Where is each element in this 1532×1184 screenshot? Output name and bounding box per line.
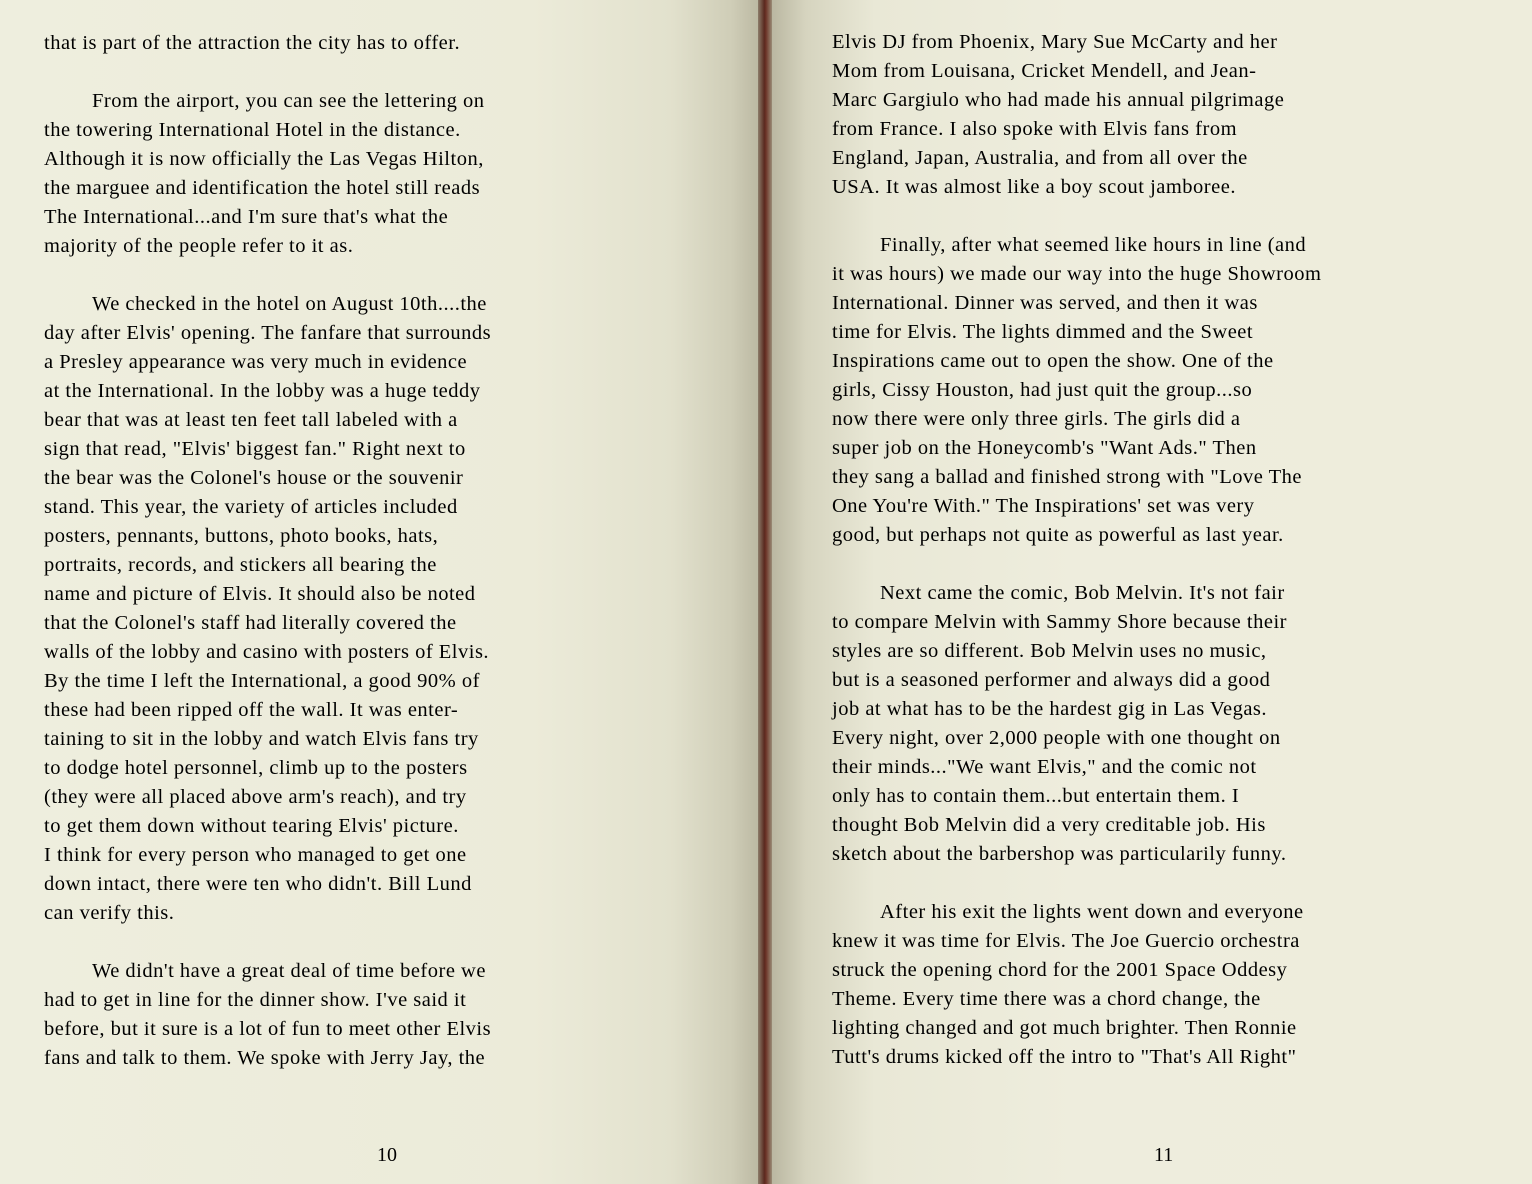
text-line: Mom from Louisana, Cricket Mendell, and Jean- bbox=[832, 60, 1257, 82]
text-line: at the International. In the lobby was a huge teddy bbox=[44, 380, 481, 402]
text-line: had to get in line for the dinner show. I've said it bbox=[44, 989, 467, 1011]
text-line: fans and talk to them. We spoke with Jerry Jay, the bbox=[44, 1047, 486, 1069]
text-line: good, but perhaps not quite as powerful as last year. bbox=[832, 524, 1284, 546]
page-number-left: 10 bbox=[377, 1144, 397, 1166]
text-line: now there were only three girls. The girls did a bbox=[832, 408, 1241, 430]
text-line: a Presley appearance was very much in evidence bbox=[44, 351, 468, 373]
right-paragraph-3 bbox=[832, 579, 1321, 869]
text-line: that is part of the attraction the city has to offer. bbox=[44, 32, 461, 54]
text-line: majority of the people refer to it as. bbox=[44, 235, 354, 257]
text-line: By the time I left the International, a good 90% of bbox=[44, 670, 480, 692]
text-line: Marc Gargiulo who had made his annual pilgrimage bbox=[832, 89, 1285, 111]
text-line: After his exit the lights went down and everyone bbox=[880, 901, 1304, 923]
text-line: International. Dinner was served, and then it was bbox=[832, 292, 1258, 314]
text-line: to dodge hotel personnel, climb up to the posters bbox=[44, 757, 468, 779]
text-line: Tutt's drums kicked off the intro to "That's All Right" bbox=[832, 1046, 1297, 1068]
text-line: The International...and I'm sure that's what the bbox=[44, 206, 449, 228]
text-line: bear that was at least ten feet tall labeled with a bbox=[44, 409, 458, 431]
text-line: these had been ripped off the wall. It was enter- bbox=[44, 699, 459, 721]
text-line: that the Colonel's staff had literally covered the bbox=[44, 612, 457, 634]
text-line: One You're With." The Inspirations' set was very bbox=[832, 495, 1255, 517]
right-paragraph-1 bbox=[832, 28, 1321, 202]
text-line: taining to sit in the lobby and watch Elvis fans try bbox=[44, 728, 479, 750]
text-line: Next came the comic, Bob Melvin. It's not fair bbox=[880, 582, 1285, 604]
text-line: styles are so different. Bob Melvin uses no music, bbox=[832, 640, 1267, 662]
right-paragraph-2 bbox=[832, 231, 1321, 550]
left-paragraph-3 bbox=[44, 290, 491, 928]
text-line: Finally, after what seemed like hours in line (and bbox=[880, 234, 1307, 256]
text-line: to get them down without tearing Elvis' picture. bbox=[44, 815, 459, 837]
text-line: the marguee and identification the hotel still reads bbox=[44, 177, 481, 199]
text-line: Elvis DJ from Phoenix, Mary Sue McCarty and her bbox=[832, 31, 1278, 53]
text-line: USA. It was almost like a boy scout jamboree. bbox=[832, 176, 1236, 198]
text-line: girls, Cissy Houston, had just quit the group...so bbox=[832, 379, 1253, 401]
text-line: stand. This year, the variety of articles included bbox=[44, 496, 458, 518]
text-line: posters, pennants, buttons, photo books, hats, bbox=[44, 525, 439, 547]
left-page-text bbox=[44, 29, 491, 1102]
text-line: walls of the lobby and casino with posters of Elvis. bbox=[44, 641, 490, 663]
text-line: Every night, over 2,000 people with one thought on bbox=[832, 727, 1281, 749]
text-line: job at what has to be the hardest gig in Las Vegas. bbox=[832, 698, 1268, 720]
text-line: From the airport, you can see the lettering on bbox=[92, 90, 485, 112]
text-line: name and picture of Elvis. It should also be noted bbox=[44, 583, 476, 605]
text-line: sketch about the barbershop was particularily funny. bbox=[832, 843, 1287, 865]
page-number-right: 11 bbox=[1154, 1144, 1174, 1166]
text-line: their minds..."We want Elvis," and the comic not bbox=[832, 756, 1257, 778]
text-line: I think for every person who managed to get one bbox=[44, 844, 467, 866]
text-line: day after Elvis' opening. The fanfare that surrounds bbox=[44, 322, 492, 344]
text-line: it was hours) we made our way into the huge Showroom bbox=[832, 263, 1322, 285]
text-line: before, but it sure is a lot of fun to meet other Elvis bbox=[44, 1018, 492, 1040]
left-paragraph-1 bbox=[44, 29, 491, 58]
book-gutter bbox=[758, 0, 772, 1184]
text-line: lighting changed and got much brighter. Then Ronnie bbox=[832, 1017, 1297, 1039]
text-line: Although it is now officially the Las Vegas Hilton, bbox=[44, 148, 484, 170]
text-line: We didn't have a great deal of time before we bbox=[92, 960, 486, 982]
left-paragraph-4 bbox=[44, 957, 491, 1073]
text-line: super job on the Honeycomb's "Want Ads." Then bbox=[832, 437, 1257, 459]
text-line: portraits, records, and stickers all bearing the bbox=[44, 554, 437, 576]
text-line: only has to contain them...but entertain them. I bbox=[832, 785, 1240, 807]
right-paragraph-4 bbox=[832, 898, 1321, 1072]
left-paragraph-2 bbox=[44, 87, 491, 261]
text-line: thought Bob Melvin did a very creditable job. His bbox=[832, 814, 1266, 836]
text-line: sign that read, "Elvis' biggest fan." Right next to bbox=[44, 438, 466, 460]
text-line: the towering International Hotel in the distance. bbox=[44, 119, 461, 141]
text-line: down intact, there were ten who didn't. Bill Lund bbox=[44, 873, 472, 895]
text-line: We checked in the hotel on August 10th....the bbox=[92, 293, 487, 315]
text-line: from France. I also spoke with Elvis fans from bbox=[832, 118, 1238, 140]
text-line: they sang a ballad and finished strong with "Love The bbox=[832, 466, 1303, 488]
text-line: Inspirations came out to open the show. One of the bbox=[832, 350, 1274, 372]
text-line: but is a seasoned performer and always did a good bbox=[832, 669, 1271, 691]
text-line: Theme. Every time there was a chord change, the bbox=[832, 988, 1261, 1010]
text-line: to compare Melvin with Sammy Shore because their bbox=[832, 611, 1287, 633]
text-line: England, Japan, Australia, and from all over the bbox=[832, 147, 1248, 169]
text-line: time for Elvis. The lights dimmed and the Sweet bbox=[832, 321, 1254, 343]
text-line: can verify this. bbox=[44, 902, 175, 924]
text-line: the bear was the Colonel's house or the souvenir bbox=[44, 467, 464, 489]
text-line: knew it was time for Elvis. The Joe Guercio orchestra bbox=[832, 930, 1300, 952]
text-line: struck the opening chord for the 2001 Space Oddesy bbox=[832, 959, 1288, 981]
text-line: (they were all placed above arm's reach), and try bbox=[44, 786, 467, 808]
right-page-text bbox=[832, 28, 1321, 1101]
